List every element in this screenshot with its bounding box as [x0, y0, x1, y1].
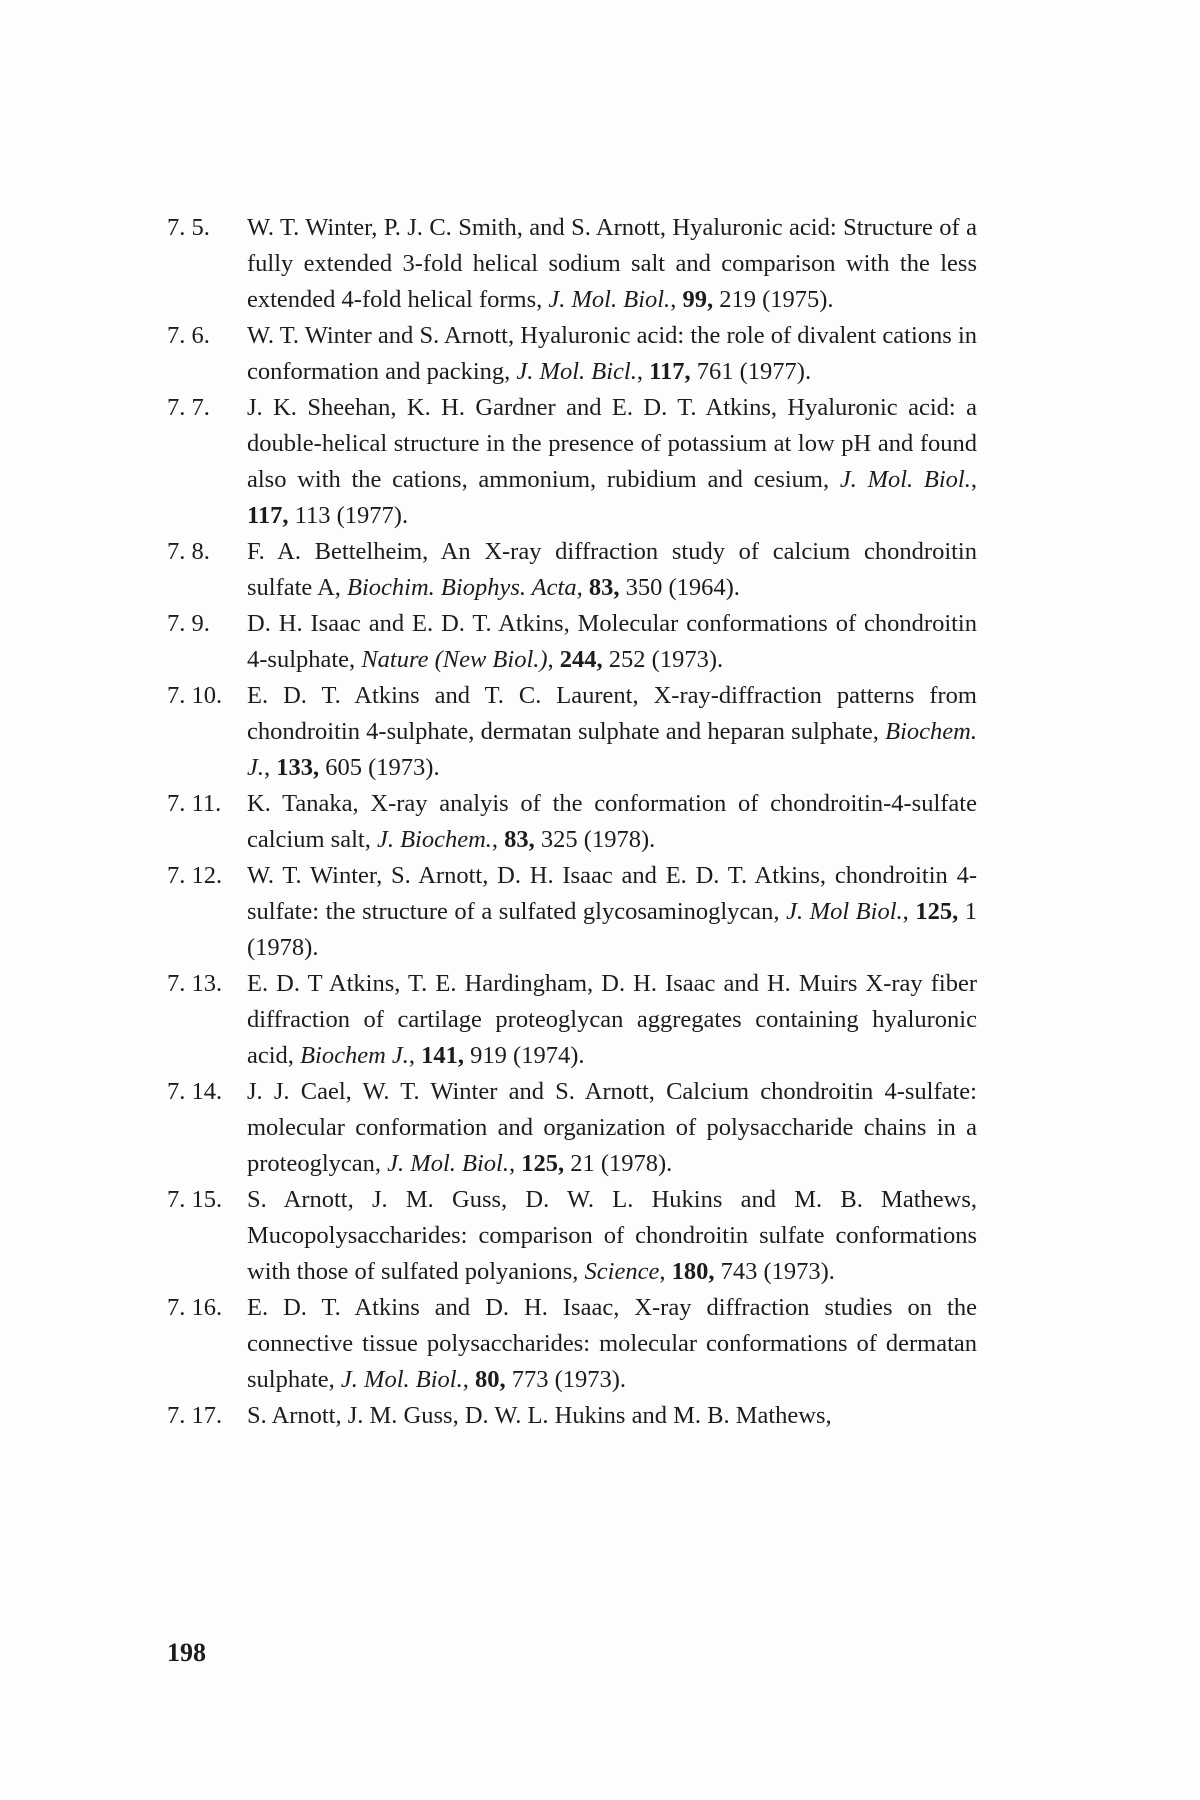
reference-number: 7. 9. — [167, 610, 210, 637]
reference-segment: E. D. T Atkins, T. E. Hardingham, D. H. Isaac and H. Muirs X-ray fiber diffraction of cartilage proteoglycan aggregates containing hyaluronic acid, — [247, 970, 977, 1069]
volume-number: 80, — [474, 1366, 506, 1393]
reference-segment: , — [636, 358, 650, 385]
reference-segment: F. A. Bettelheim, An X-ray diffraction study of calcium chondroitin sulfate A, — [247, 538, 977, 601]
reference-segment: J. K. Sheehan, K. H. Gardner and E. D. T. Atkins, Hyaluronic acid: a double-helical structure in the presence of potassium at low pH and found also with the cations, ammonium, rubidium and cesium, — [247, 394, 977, 493]
reference-item — [167, 858, 977, 966]
reference-item — [167, 1290, 977, 1398]
volume-number: 180, — [671, 1258, 715, 1285]
reference-segment: , — [547, 646, 560, 673]
reference-text — [247, 1182, 977, 1290]
reference-number: 7. 8. — [167, 538, 210, 565]
reference-text — [247, 1398, 977, 1434]
reference-item — [167, 606, 977, 678]
reference-number: 7. 13. — [167, 970, 223, 997]
journal-title: J. Mol. Biol. — [548, 286, 671, 313]
reference-item — [167, 966, 977, 1074]
reference-text — [247, 210, 977, 318]
reference-segment: , — [408, 1042, 422, 1069]
volume-number: 244, — [559, 646, 603, 673]
reference-item — [167, 210, 977, 318]
reference-text — [247, 858, 977, 966]
journal-title: J. Biochem. — [376, 826, 492, 853]
reference-segment: W. T. Winter, P. J. C. Smith, and S. Arnott, Hyaluronic acid: Structure of a fully extended 3-fold helical sodium salt and comparison with the less extended 4-fold helical forms, — [247, 214, 977, 313]
reference-text — [247, 678, 977, 786]
reference-list — [167, 210, 977, 1434]
reference-number: 7. 16. — [167, 1294, 223, 1321]
journal-title: Biochim. Biophys. Acta, — [347, 574, 583, 601]
journal-title: Science — [584, 1258, 660, 1285]
reference-segment: 219 (1975). — [713, 286, 834, 313]
reference-item — [167, 678, 977, 786]
volume-number: 83, — [504, 826, 535, 853]
reference-number: 7. 6. — [167, 322, 210, 349]
reference-segment: , — [264, 754, 277, 781]
reference-item — [167, 1074, 977, 1182]
volume-number: 125, — [521, 1150, 565, 1177]
reference-item — [167, 318, 977, 390]
reference-segment: S. Arnott, J. M. Guss, D. W. L. Hukins and M. B. Mathews, — [247, 1402, 832, 1429]
reference-number: 7. 17. — [167, 1402, 223, 1429]
reference-number: 7. 5. — [167, 214, 210, 241]
reference-text — [247, 390, 977, 534]
reference-number: 7. 15. — [167, 1186, 223, 1213]
reference-segment: E. D. T. Atkins and D. H. Isaac, X-ray diffraction studies on the connective tissue polysaccharides: molecular conformations of dermatan sulphate, — [247, 1294, 977, 1393]
journal-title: Biochem J. — [300, 1042, 409, 1069]
volume-number: 125, — [915, 898, 959, 925]
reference-item — [167, 1182, 977, 1290]
journal-title: J. Mol. Biol. — [387, 1150, 509, 1177]
reference-number: 7. 12. — [167, 862, 223, 889]
reference-segment: 252 (1973). — [602, 646, 724, 673]
reference-text — [247, 786, 977, 858]
reference-number: 7. 11. — [167, 790, 222, 817]
volume-number: 141, — [421, 1042, 465, 1069]
reference-segment: 919 (1974). — [464, 1042, 585, 1069]
volume-number: 83, — [588, 574, 620, 601]
journal-title: J. Mol Biol. — [786, 898, 903, 925]
reference-segment: , — [491, 826, 505, 853]
reference-item — [167, 1398, 977, 1434]
reference-text — [247, 1290, 977, 1398]
reference-segment: 21 (1978). — [564, 1150, 673, 1177]
reference-text — [247, 606, 977, 678]
reference-segment: 325 (1978). — [534, 826, 656, 853]
reference-text — [247, 534, 977, 606]
reference-segment: K. Tanaka, X-ray analyis of the conformation of chondroitin-4-sulfate calcium salt, — [247, 790, 977, 853]
reference-segment: 773 (1973). — [505, 1366, 627, 1393]
reference-segment: , — [462, 1366, 475, 1393]
reference-text — [247, 318, 977, 390]
reference-segment: J. J. Cael, W. T. Winter and S. Arnott, Calcium chondroitin 4-sulfate: molecular conformation and organization of polysaccharide chains in a proteoglycan, — [247, 1078, 977, 1177]
reference-segment: D. H. Isaac and E. D. T. Atkins, Molecular conformations of chondroitin 4-sulphate, — [247, 610, 977, 673]
journal-title: Biochem. J. — [247, 718, 977, 781]
journal-title: J. Mol. Bicl. — [516, 358, 637, 385]
reference-segment: 113 (1977). — [288, 502, 409, 529]
reference-segment: W. T. Winter and S. Arnott, Hyaluronic acid: the role of divalent cations in conformation and packing, — [247, 322, 977, 385]
reference-segment: 1 (1978). — [247, 898, 978, 961]
journal-title: J. Mol. Biol. — [839, 466, 971, 493]
reference-segment: E. D. T. Atkins and T. C. Laurent, X-ray-diffraction patterns from chondroitin 4-sulphate, dermatan sulphate and heparan sulphate, — [247, 682, 977, 745]
reference-segment: , — [970, 466, 977, 493]
reference-segment: , — [902, 898, 916, 925]
reference-segment: 350 (1964). — [619, 574, 740, 601]
reference-segment: S. Arnott, J. M. Guss, D. W. L. Hukins and M. B. Mathews, Mucopolysaccharides: comparison of chondroitin sulfate conformations with those of sulfated polyanions, — [247, 1186, 977, 1285]
journal-title: J. Mol. Biol. — [340, 1366, 463, 1393]
volume-number: 117, — [247, 502, 289, 529]
volume-number: 99, — [682, 286, 714, 313]
reference-item — [167, 786, 977, 858]
reference-item — [167, 534, 977, 606]
reference-text — [247, 966, 977, 1074]
reference-segment: , — [659, 1258, 672, 1285]
reference-number: 7. 14. — [167, 1078, 223, 1105]
reference-item — [167, 390, 977, 534]
reference-segment: W. T. Winter, S. Arnott, D. H. Isaac and E. D. T. Atkins, chondroitin 4-sulfate: the structure of a sulfated glycosaminoglycan, — [247, 862, 977, 925]
reference-number: 7. 7. — [167, 394, 210, 421]
reference-text — [247, 1074, 977, 1182]
volume-number: 133, — [276, 754, 320, 781]
reference-segment: 605 (1973). — [319, 754, 440, 781]
page-number: 198 — [167, 1638, 206, 1667]
reference-segment: , — [508, 1150, 522, 1177]
reference-segment: 743 (1973). — [714, 1258, 835, 1285]
volume-number: 117, — [649, 358, 691, 385]
journal-title: Nature (New Biol.) — [361, 646, 548, 673]
reference-segment: 761 (1977). — [690, 358, 812, 385]
reference-segment: , — [670, 286, 683, 313]
reference-number: 7. 10. — [167, 682, 223, 709]
